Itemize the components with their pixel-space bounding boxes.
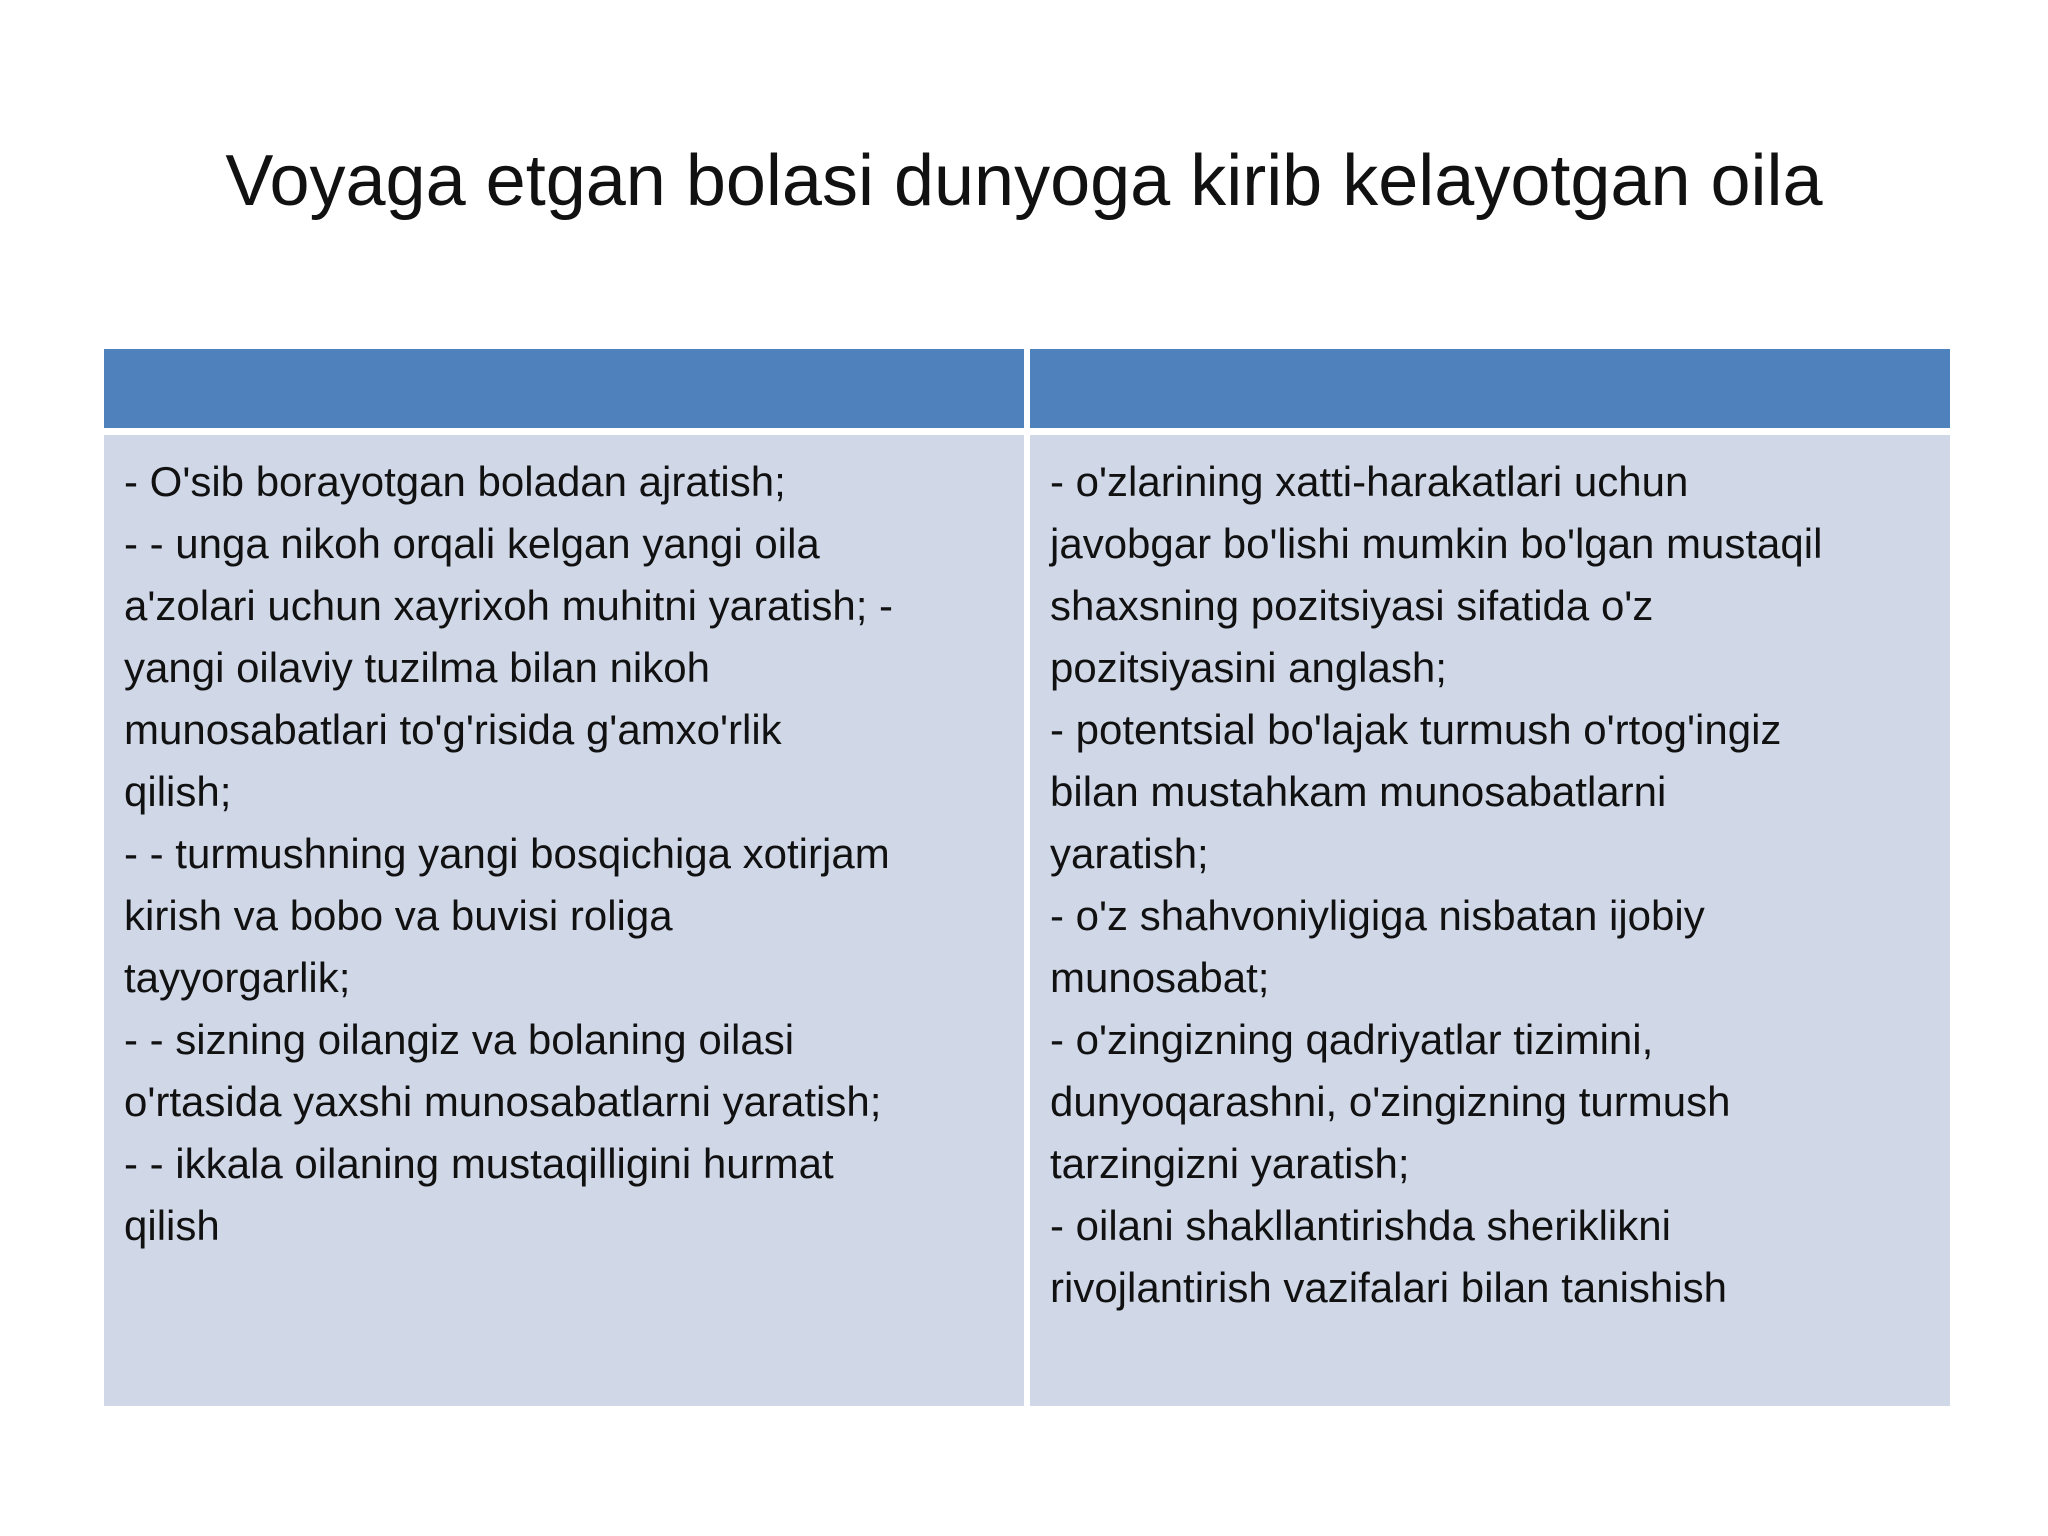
right-text-line: yaratish;	[1050, 830, 1209, 877]
table-cell-right	[1030, 435, 1950, 1406]
content-table	[104, 349, 1950, 1406]
left-text-line: - O'sib borayotgan boladan ajratish;	[124, 458, 786, 505]
left-text-line: - - sizning oilangiz va bolaning oilasi	[124, 1016, 795, 1063]
left-text-line: qilish;	[124, 768, 232, 815]
left-text-line: - - ikkala oilaning mustaqilligini hurmat	[124, 1140, 834, 1187]
right-text-line: dunyoqarashni, o'zingizning turmush	[1050, 1078, 1731, 1125]
left-text-line: kirish va bobo va buvisi roliga	[124, 892, 673, 939]
right-text-line: rivojlantirish vazifalari bilan tanishish	[1050, 1264, 1727, 1311]
table-header-cell-right	[1030, 349, 1950, 428]
right-text-line: - oilani shakllantirishda sheriklikni	[1050, 1202, 1671, 1249]
left-text-line: a'zolari uchun xayrixoh muhitni yaratish; -	[124, 582, 894, 629]
left-text-line: munosabatlari to'g'risida g'amxo'rlik	[124, 706, 782, 753]
right-text-line: - potentsial bo'lajak turmush o'rtog'ingiz	[1050, 706, 1782, 753]
right-text-line: - o'zlarining xatti-harakatlari uchun	[1050, 458, 1689, 505]
left-text-line: - - turmushning yangi bosqichiga xotirjam	[124, 830, 890, 877]
right-text-line: bilan mustahkam munosabatlarni	[1050, 768, 1667, 815]
left-text-line: - - unga nikoh orqali kelgan yangi oila	[124, 520, 820, 567]
right-text-line: munosabat;	[1050, 954, 1270, 1001]
table-cell-left	[104, 435, 1024, 1406]
right-text-line: pozitsiyasini anglash;	[1050, 644, 1447, 691]
left-text-line: yangi oilaviy tuzilma bilan nikoh	[124, 644, 710, 691]
left-text-line: qilish	[124, 1202, 220, 1249]
left-text-line: tayyorgarlik;	[124, 954, 351, 1001]
right-text-line: tarzingizni yaratish;	[1050, 1140, 1410, 1187]
left-text-line: o'rtasida yaxshi munosabatlarni yaratish;	[124, 1078, 882, 1125]
right-text-line: shaxsning pozitsiyasi sifatida o'z	[1050, 582, 1654, 629]
slide-title: Voyaga etgan bolasi dunyoga kirib kelayotgan oila	[225, 141, 1823, 221]
right-text-line: javobgar bo'lishi mumkin bo'lgan mustaqil	[1050, 520, 1823, 567]
right-text-line: - o'zingizning qadriyatlar tizimini,	[1050, 1016, 1654, 1063]
right-text-line: - o'z shahvoniyligiga nisbatan ijobiy	[1050, 892, 1705, 939]
table-header-cell-left	[104, 349, 1024, 428]
